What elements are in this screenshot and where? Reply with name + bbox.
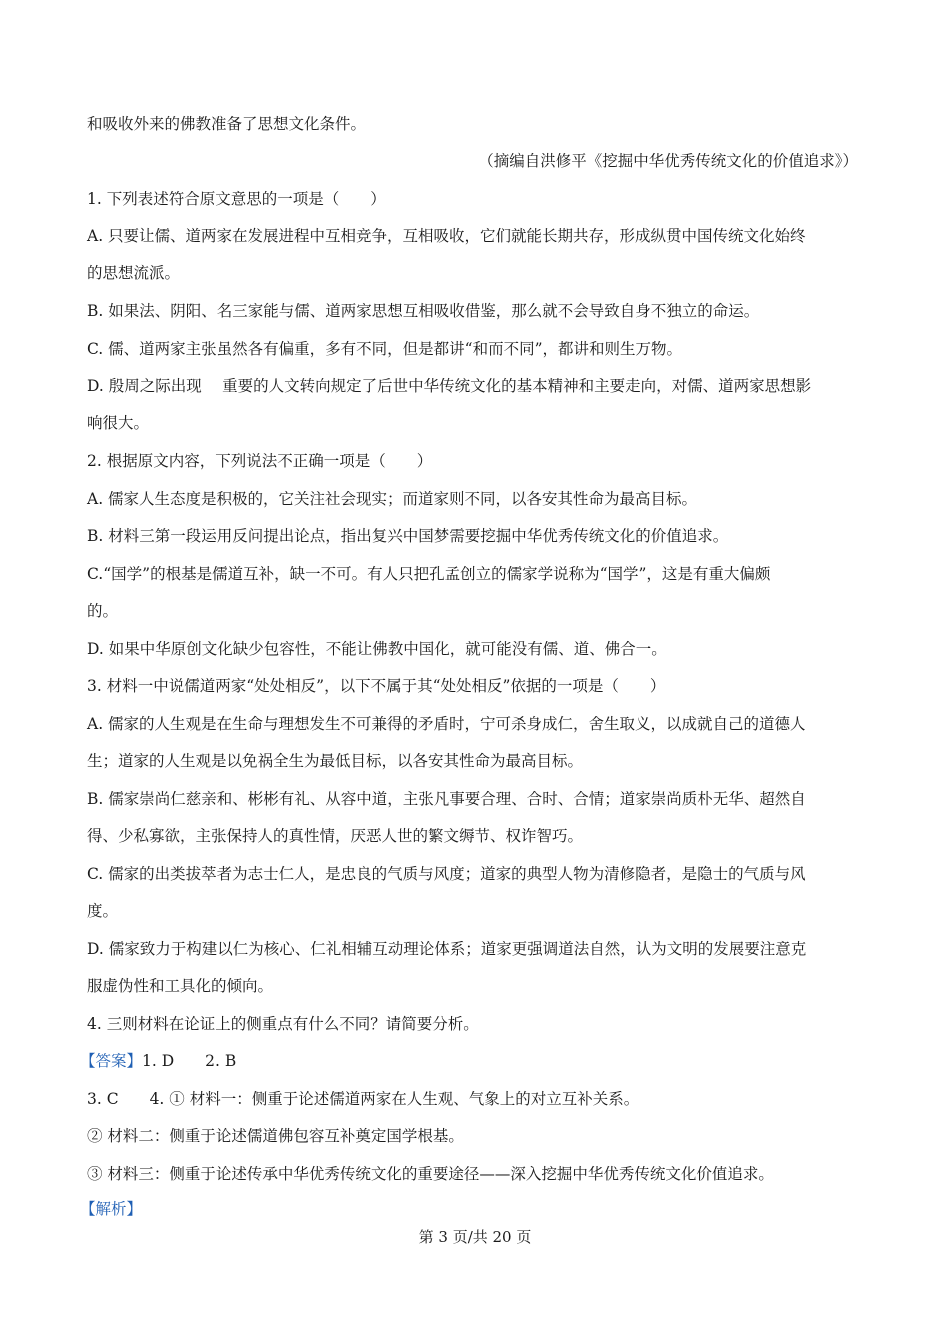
question-3-option-d-line-2: 服虚伪性和工具化的倾向。 xyxy=(87,977,274,995)
question-2-option-c-line-2: 的。 xyxy=(87,602,119,620)
question-4-stem: 4. 三则材料在论证上的侧重点有什么不同？请简要分析。 xyxy=(87,1015,479,1033)
question-2-option-b: B. 材料三第一段运用反问提出论点，指出复兴中国梦需要挖掘中华优秀传统文化的价值追求。 xyxy=(87,527,729,545)
question-3-option-a-line-1: A. 儒家的人生观是在生命与理想发生不可兼得的矛盾时，宁可杀身成仁，舍生取义，以成就自己的道德人 xyxy=(87,715,806,733)
question-1-option-c: C. 儒、道两家主张虽然各有偏重，多有不同，但是都讲“和而不同”，都讲和则生万物。 xyxy=(87,340,683,358)
answer-line-1 xyxy=(80,1051,236,1071)
question-3-option-d-line-1: D. 儒家致力于构建以仁为核心、仁礼相辅互动理论体系；道家更强调道法自然，认为文明的发展要注意克 xyxy=(87,940,807,958)
question-1-option-d-line-1: D. 殷周之际出现 重要的人文转向规定了后世中华传统文化的基本精神和主要走向，对儒、道两家思想影 xyxy=(87,377,812,395)
answer-line-4: ③ 材料三：侧重于论述传承中华优秀传统文化的重要途径——深入挖掘中华优秀传统文化价值追求。 xyxy=(87,1165,774,1183)
question-2-option-d: D. 如果中华原创文化缺少包容性，不能让佛教中国化，就可能没有儒、道、佛合一。 xyxy=(87,640,667,658)
question-1-option-a-line-1: A. 只要让儒、道两家在发展进程中互相竞争，互相吸收，它们就能长期共存，形成纵贯中国传统文化始终 xyxy=(87,227,806,245)
question-1-stem: 1. 下列表述符合原文意思的一项是（ ） xyxy=(87,190,386,208)
question-2-option-a: A. 儒家人生态度是积极的，它关注社会现实；而道家则不同，以各安其性命为最高目标。 xyxy=(87,490,698,508)
question-3-option-c-line-2: 度。 xyxy=(87,902,119,920)
question-2-option-c-line-1: C.“国学”的根基是儒道互补，缺一不可。有人只把孔孟创立的儒家学说称为“国学”，这是有重大偏颇 xyxy=(87,565,771,583)
answer-line-2: 3. C 4. ① 材料一：侧重于论述儒道两家在人生观、气象上的对立互补关系。 xyxy=(87,1090,640,1108)
question-3-stem: 3. 材料一中说儒道两家“处处相反”，以下不属于其“处处相反”依据的一项是（ ） xyxy=(87,677,666,695)
page-footer: 第 3 页/共 20 页 xyxy=(418,1228,532,1246)
question-3-option-c-line-1: C. 儒家的出类拔萃者为志士仁人，是忠良的气质与风度；道家的典型人物为清修隐者，是隐士的气质与风 xyxy=(87,865,806,883)
answer-tag: 【答案】 xyxy=(80,1052,143,1070)
question-3-option-b-line-1: B. 儒家崇尚仁慈亲和、彬彬有礼、从容中道，主张凡事要合理、合时、合情；道家崇尚质朴无华、超然自 xyxy=(87,790,806,808)
question-3-option-a-line-2: 生；道家的人生观是以免祸全生为最低目标，以各安其性命为最高目标。 xyxy=(87,752,584,770)
question-1-option-a-line-2: 的思想流派。 xyxy=(87,264,181,282)
question-2-stem: 2. 根据原文内容，下列说法不正确一项是（ ） xyxy=(87,452,433,470)
top-line: 和吸收外来的佛教准备了思想文化条件。 xyxy=(87,115,367,133)
answer-line-3: ② 材料二：侧重于论述儒道佛包容互补奠定国学根基。 xyxy=(87,1127,464,1145)
question-1-option-d-line-2: 响很大。 xyxy=(87,414,150,432)
question-3-option-b-line-2: 得、少私寡欲，主张保持人的真性情，厌恶人世的繁文缛节、权诈智巧。 xyxy=(87,827,584,845)
analysis-tag: 【解析】 xyxy=(80,1200,143,1218)
source-citation: （摘编自洪修平《挖掘中华优秀传统文化的价值追求》） xyxy=(478,152,858,170)
answer-first: 1. D 2. B xyxy=(142,1052,237,1070)
question-1-option-b: B. 如果法、阴阳、名三家能与儒、道两家思想互相吸收借鉴，那么就不会导致自身不独立的命运。 xyxy=(87,302,760,320)
